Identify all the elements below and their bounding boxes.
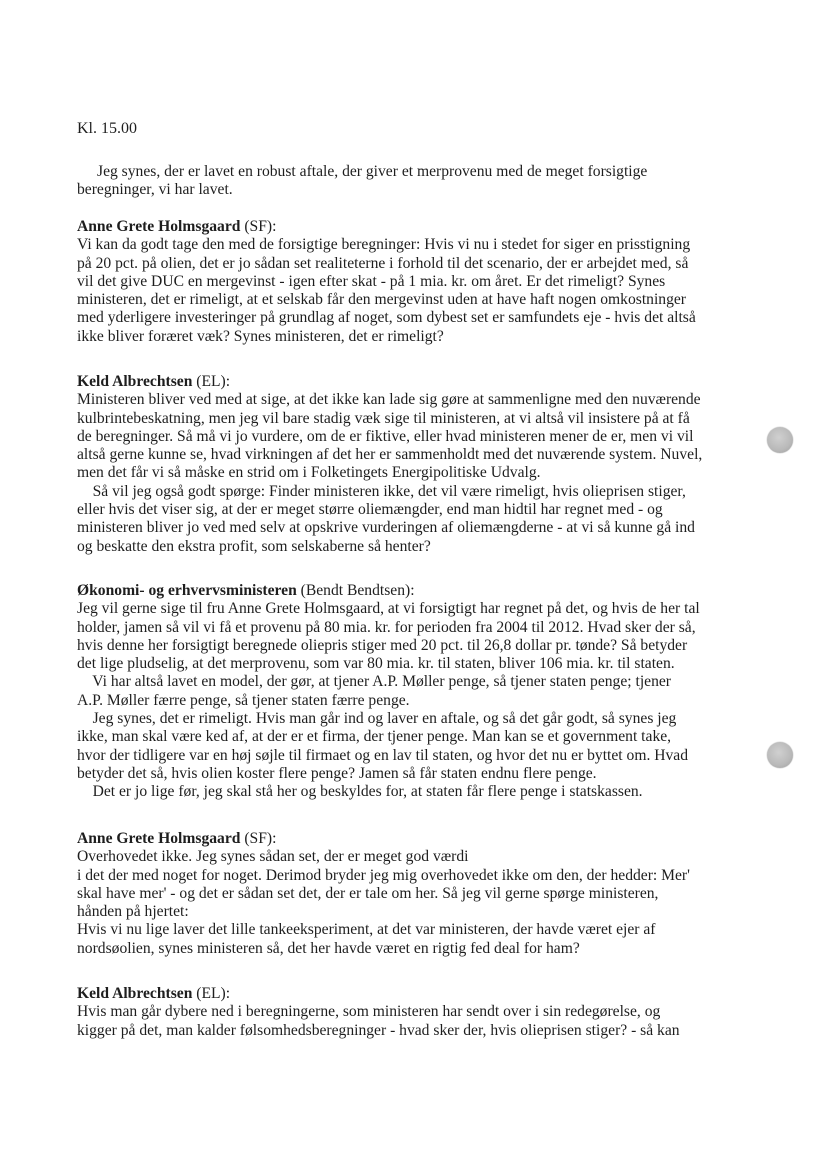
- text-line: hvis denne her forsigtigt beregnede oliepris stiger med 20 pct. til 26,8 dollar pr. tønde? Så betyder: [77, 636, 688, 654]
- text-line: altså gerne kunne se, hvad virkningen af det her er sammenholdt med det nuværende system. Nuvel,: [77, 446, 703, 464]
- text-line: vil det give DUC en mergevinst - igen efter skat - på 1 mia. kr. om året. Er det rimeligt? Synes: [77, 272, 666, 290]
- speaker-name: Keld Albrechtsen: [77, 373, 193, 390]
- text-line: nordsøolien, synes ministeren så, det her havde været en rigtig fed deal for ham?: [77, 939, 580, 957]
- punch-hole-mark: [767, 742, 793, 768]
- speaker-heading: [77, 373, 757, 391]
- text-line: Hvis vi nu lige laver det lille tankeeksperiment, at det var ministeren, der havde været ejer af: [77, 921, 656, 939]
- punch-hole-mark: [767, 427, 793, 453]
- text-line: i det der med noget for noget. Derimod bryder jeg mig overhovedet ikke om den, der hedder: Mer': [77, 866, 690, 884]
- speaker-party: (Bendt Bendtsen):: [296, 582, 415, 599]
- speaker-party: (SF):: [240, 218, 277, 235]
- text-line: ministeren bliver jo ved med selv at opskrive vurderingen af oliemængderne - at vi så kunne gå ind: [77, 519, 695, 537]
- text-line: kigger på det, man kalder følsomhedsberegninger - hvad sker der, hvis olieprisen stiger? - så kan: [77, 1021, 680, 1039]
- speaker-name: Anne Grete Holmsgaard: [77, 830, 241, 847]
- text-line: på 20 pct. på olien, det er jo sådan set realiteterne i forhold til det scenario, der er arbejdet med, så: [77, 254, 689, 272]
- text-line: men det får vi så måske en strid om i Folketingets Energipolitiske Udvalg.: [77, 464, 541, 482]
- speaker-heading: [77, 830, 757, 848]
- text-line: Det er jo lige før, jeg skal stå her og beskyldes for, at staten får flere penge i statskassen.: [77, 783, 643, 801]
- speech-block: [77, 830, 757, 958]
- speaker-name: Keld Albrechtsen: [77, 985, 193, 1002]
- speaker-heading: [77, 985, 757, 1003]
- text-line: og beskatte den ekstra profit, som selskaberne så henter?: [77, 537, 431, 555]
- intro-paragraph: [77, 163, 757, 200]
- text-line: hvor der tidligere var en høj søjle til firmaet og en lav til staten, og hvor det nu er byttet om. Hvad: [77, 746, 689, 764]
- text-line: Så vil jeg også godt spørge: Finder ministeren ikke, det vil være rimeligt, hvis olieprisen stiger,: [77, 482, 686, 500]
- speech-block: [77, 582, 757, 802]
- text-line: holder, jamen så vil vi få et provenu på 80 mia. kr. for perioden fra 2004 til 2012. Hvad sker der så,: [77, 618, 696, 636]
- text-line: Vi kan da godt tage den med de forsigtige beregninger: Hvis vi nu i stedet for siger en prisstigning: [77, 236, 691, 254]
- speaker-party: (EL):: [192, 985, 231, 1002]
- text-line: de beregninger. Så må vi jo vurdere, om de er fiktive, eller hvad ministeren mener de er, men vi vil: [77, 427, 694, 445]
- text-line: Ministeren bliver ved med at sige, at det ikke kan lade sig gøre at sammenligne med den nuværende: [77, 391, 701, 409]
- speech-block: [77, 985, 757, 1040]
- speech-block: [77, 218, 757, 346]
- text-line: Overhovedet ikke. Jeg synes sådan set, der er meget god værdi: [77, 848, 469, 866]
- text-line: Hvis man går dybere ned i beregningerne, som ministeren har sendt over i sin redegørelse, og: [77, 1003, 661, 1021]
- text-line: betyder det så, hvis olien koster flere penge? Jamen så får staten endnu flere penge.: [77, 764, 597, 782]
- speaker-party: (EL):: [192, 373, 231, 390]
- text-line: Jeg vil gerne sige til fru Anne Grete Holmsgaard, at vi forsigtigt har regnet på det, og hvis de her tal: [77, 600, 700, 618]
- text-line: det lige pludselig, at det merprovenu, som var 80 mia. kr. til staten, bliver 106 mia. kr. til staten.: [77, 655, 675, 673]
- speaker-heading: [77, 218, 757, 236]
- text-line: beregninger, vi har lavet.: [77, 181, 233, 199]
- speaker-party: (SF):: [240, 830, 277, 847]
- speaker-name: Anne Grete Holmsgaard: [77, 218, 241, 235]
- text-line: skal have mer' - og det er sådan set det, der er tale om her. Så jeg vil gerne spørge ministeren,: [77, 884, 659, 902]
- text-line: med yderligere investeringer på grundlag af noget, som dybest set er samfundets eje - hvis det altså: [77, 309, 696, 327]
- speaker-name: Økonomi- og erhvervsministeren: [77, 582, 297, 599]
- text-line: Jeg synes, det er rimeligt. Hvis man går ind og laver en aftale, og så det går godt, så synes jeg: [77, 710, 677, 728]
- text-line: Vi har altså lavet en model, der gør, at tjener A.P. Møller penge, så tjener staten penge; tjener: [77, 673, 671, 691]
- text-line: hånden på hjertet:: [77, 903, 189, 921]
- speech-block: [77, 373, 757, 556]
- speaker-heading: [77, 582, 757, 600]
- text-line: ikke bliver foræret væk? Synes ministeren, det er rimeligt?: [77, 327, 444, 345]
- text-line: ikke, man skal være ked af, at der er et firma, der tjener penge. Man kan se et government take,: [77, 728, 672, 746]
- text-line: eller hvis det viser sig, at der er meget større oliemængder, end man hidtil har regnet med - og: [77, 501, 663, 519]
- text-line: A.P. Møller færre penge, så tjener staten færre penge.: [77, 691, 410, 709]
- text-line: kulbrintebeskatning, men jeg vil bare stadig væk sige til ministeren, at vi altså vil insistere på at få: [77, 409, 690, 427]
- time-stamp: Kl. 15.00: [77, 120, 137, 137]
- text-line: Jeg synes, der er lavet en robust aftale, der giver et merprovenu med de meget forsigtige: [97, 163, 648, 180]
- text-line: ministeren, det er rimeligt, at et selskab får den mergevinst uden at have haft nogen omkostninger: [77, 291, 686, 309]
